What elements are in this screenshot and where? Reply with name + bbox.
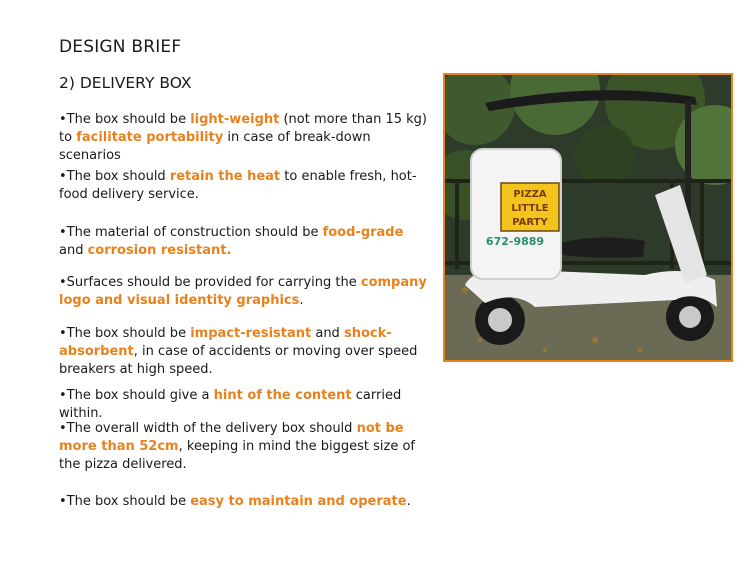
- body-text: and: [311, 326, 344, 341]
- body-text: •The overall width of the delivery box should: [59, 421, 357, 436]
- bullet-retain-heat: [59, 168, 429, 204]
- body-text: •The box should: [59, 169, 170, 184]
- highlight-text: hint of the content: [213, 388, 352, 403]
- sign-line-3: PARTY: [512, 217, 548, 228]
- body-text: •The box should be: [59, 112, 191, 127]
- bullet-light-weight: [59, 111, 429, 165]
- highlight-text: retain the heat: [169, 169, 281, 184]
- highlight-text: easy to maintain and operate: [190, 494, 407, 509]
- body-text: , in case of accidents or moving over speed breakers at high speed.: [59, 344, 418, 377]
- body-text: •Surfaces should be provided for carrying the: [59, 275, 361, 290]
- bullet-easy-maintain: [59, 493, 429, 511]
- bullet-width-limit: [59, 420, 429, 474]
- bullet-hint-content: [59, 387, 429, 423]
- page-title: DESIGN BRIEF: [59, 37, 182, 57]
- body-text: , keeping in mind the biggest size of the pizza delivered.: [59, 439, 416, 472]
- highlight-text: impact-resistant: [190, 326, 312, 341]
- body-text: •The box should be: [59, 326, 191, 341]
- body-text: to enable fresh, hot-food delivery service.: [59, 169, 417, 202]
- body-text: carried within.: [59, 388, 402, 421]
- body-text: .: [299, 293, 304, 308]
- highlight-text: food-grade: [322, 225, 404, 240]
- sign-line-1: PIZZA: [513, 189, 547, 200]
- sign-line-2: LITTLE: [511, 203, 549, 214]
- highlight-text: light-weight: [190, 112, 280, 127]
- highlight-text: not be more than 52cm: [59, 421, 404, 454]
- delivery-scooter-photo: [443, 73, 733, 362]
- bullet-company-logo: [59, 274, 429, 310]
- highlight-text: corrosion resistant.: [87, 243, 232, 258]
- section-subtitle: 2) DELIVERY BOX: [59, 74, 192, 92]
- bullet-impact-resistant: [59, 325, 429, 379]
- sign-phone: 672-9889: [485, 235, 545, 248]
- body-text: •The material of construction should be: [59, 225, 323, 240]
- body-text: (not more than 15 kg) to: [59, 112, 427, 145]
- highlight-text: company logo and visual identity graphics: [59, 275, 427, 308]
- scooter-illustration: [445, 75, 731, 360]
- body-text: and: [59, 243, 88, 258]
- highlight-text: shock-absorbent: [59, 326, 392, 359]
- body-text: •The box should give a: [59, 388, 214, 403]
- highlight-text: facilitate portability: [76, 130, 224, 145]
- bullet-food-grade: [59, 224, 429, 260]
- body-text: in case of break-down scenarios: [59, 130, 371, 163]
- body-text: •The box should be: [59, 494, 191, 509]
- body-text: .: [406, 494, 411, 509]
